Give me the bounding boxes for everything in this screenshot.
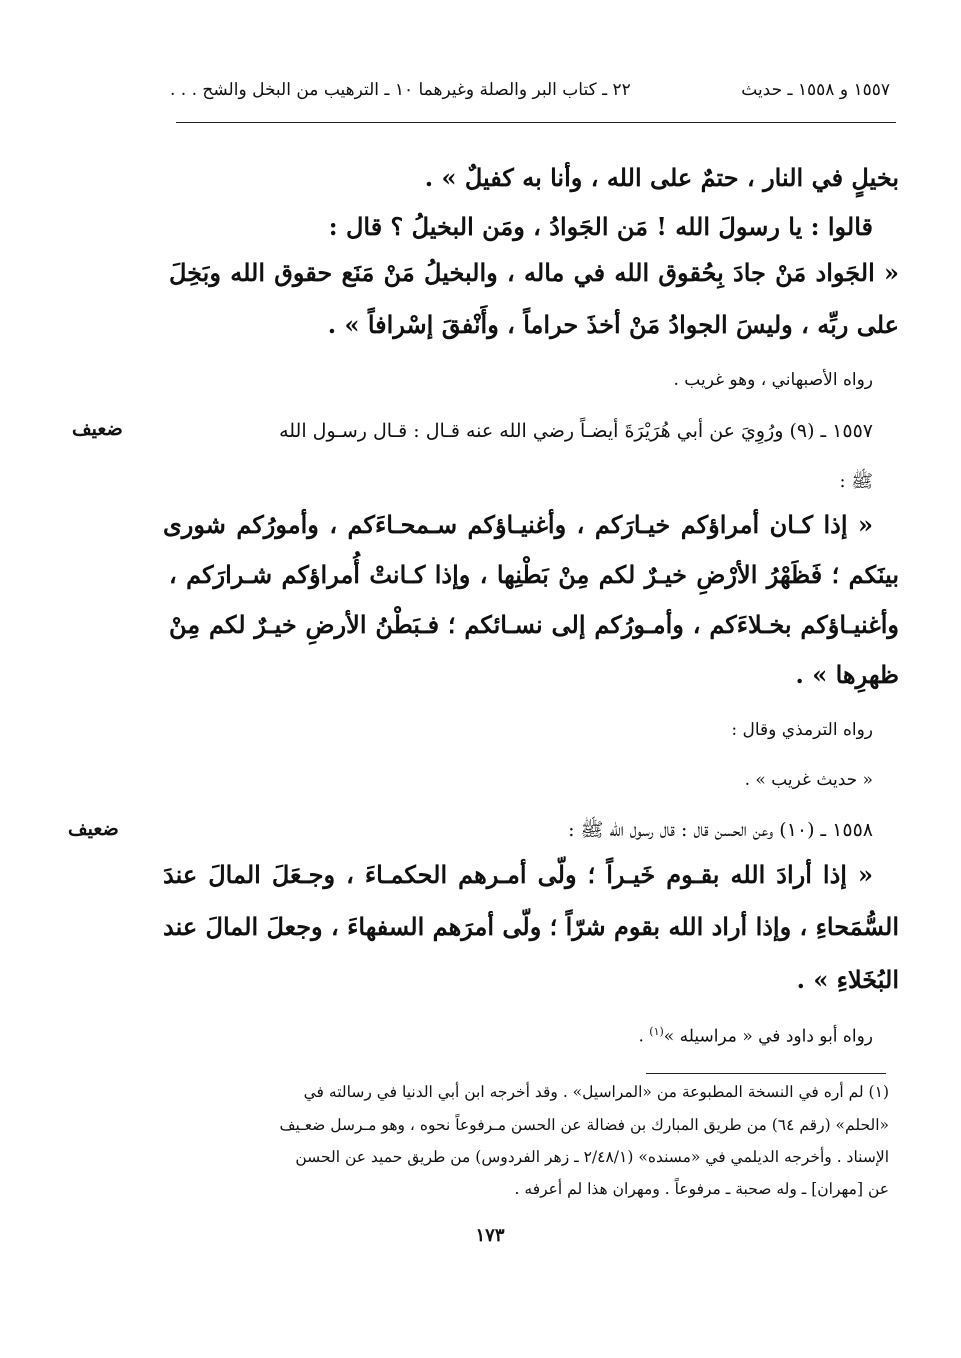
grade-label-1558: ضعيف	[68, 818, 119, 840]
hadith-1557-line-3: وأغنيـاؤكم بخـلاءَكم ، وأمـورُكم إلى نسـائكم ؛ فـبَطْنُ الأرضِ خيـرٌ لكم مِنْ	[169, 610, 899, 639]
footnote-line-1: (١) لم أره في النسخة المطبوعة من «المراسيل» . وقد أخرجه ابن أبي الدنيا في رسالته في	[303, 1083, 889, 1101]
hadith-1558-line-1: « إذا أرادَ الله بقـوم خَيـراً ؛ ولّى أمـرهم الحكمـاءَ ، وجـعَلَ المالَ عندَ	[163, 860, 873, 889]
continuation-source: رواه الأصبهاني ، وهو غريب .	[673, 370, 873, 390]
hadith-1557-line-2: بينَكم ؛ فَظَهْرُ الأرْضِ خيـرٌ لكم مِنْ بَطْنِها ، وإذا كـانتْ أُمراؤكم شـرارَكم ،	[169, 560, 899, 589]
header-right: ٢٢ ـ كتاب البر والصلة وغيرهما ١٠ ـ الترهيب من البخل والشح . . .	[170, 80, 631, 100]
hadith-1558-source	[638, 1025, 873, 1047]
page-number: ١٧٣	[475, 1225, 505, 1246]
grade-label-1557: ضعيف	[72, 418, 123, 440]
footnote-divider	[646, 1073, 886, 1074]
footnote-ref: (١)	[649, 1025, 664, 1038]
continuation-line-1: بخيلٍ في النار ، حتمٌ على الله ، وأنا به كفيلٌ » .	[424, 163, 899, 192]
hadith-1557-line-1: « إذا كـان أمراؤكم خيـارَكم ، وأغنيـاؤكم سـمحـاءَكم ، وأمورُكم شورى	[163, 510, 873, 539]
header-left: ١٥٥٧ و ١٥٥٨ ـ حديث	[741, 80, 890, 100]
hadith-1557-intro: ١٥٥٧ ـ (٩) ورُوِيَ عن أبي هُرَيْرَةَ أيضـاً رضي الله عنه قـال : قـال رسـول الله	[279, 420, 873, 442]
hadith-1557-salutation: ﷺ :	[839, 471, 873, 492]
footnote-line-2: «الحلم» (رقم ٦٤) من طريق المبارك بن فضالة عن الحسن مـرفوعاً نحوه ، وهو مـرسل ضعـيف	[279, 1116, 889, 1134]
hadith-1557-grade-quote: « حديث غريب » .	[744, 770, 873, 790]
continuation-line-4: على ربِّه ، وليسَ الجوادُ مَنْ أخذَ حراماً ، وأَنْفقَ إسْرافاً » .	[327, 310, 899, 339]
continuation-line-2: قالوا : يا رسولَ الله ! مَن الجَوادُ ، ومَن البخيلُ ؟ قال :	[328, 212, 873, 241]
hadith-1558-line-3: البُخَلاءِ » .	[796, 965, 899, 994]
footnote-line-3: الإسناد . وأخرجه الديلمي في «مسنده» (٢/٤٨/١ ـ زهر الفردوس) من طريق حميد عن الحسن	[295, 1148, 889, 1166]
hadith-1558-intro: ١٥٥٨ ـ (١٠) وعن الحسن قال : قال رسول الله ﷺ :	[568, 819, 873, 841]
running-header	[170, 80, 890, 100]
footnote-line-4: عن [مهران] ـ وله صحبة ـ مرفوعاً . ومهران هذا لم أعرفه .	[514, 1180, 889, 1198]
hadith-1558-line-2: السُّمَحاءِ ، وإذا أراد الله بقوم شرّاً ؛ ولّى أمرَهم السفهاءَ ، وجعلَ المالَ عند	[162, 912, 899, 941]
header-divider	[176, 122, 896, 123]
hadith-1557-source: رواه الترمذي وقال :	[731, 720, 873, 740]
hadith-1557-line-4: ظهرِها » .	[795, 660, 899, 689]
source-end: .	[638, 1026, 650, 1047]
source-text: رواه أبو داود في « مراسيله »	[663, 1026, 873, 1047]
continuation-line-3: « الجَواد مَنْ جادَ بِحُقوق الله في ماله ، والبخيلُ مَنْ مَنَع حقوق الله وبَخِلَ	[169, 258, 899, 287]
